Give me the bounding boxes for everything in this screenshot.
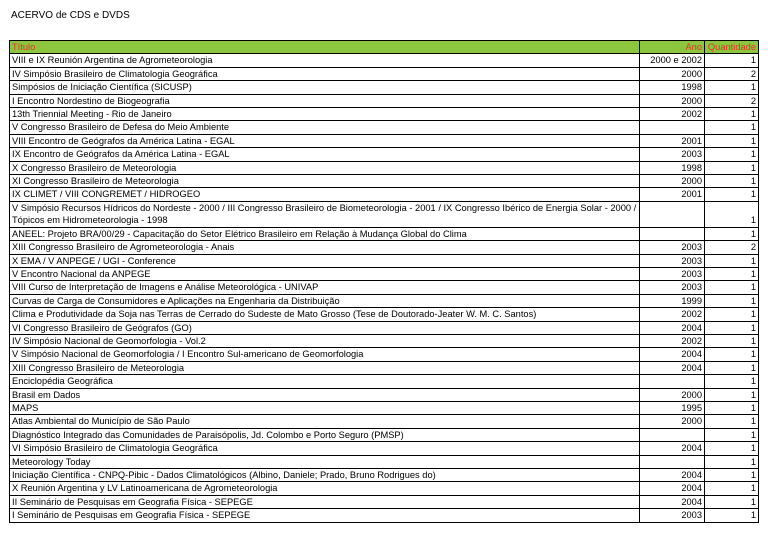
table-row bbox=[10, 67, 759, 80]
cell-title[interactable]: X Congresso Brasileiro de Meteorologia bbox=[10, 161, 640, 174]
collection-table bbox=[9, 40, 759, 523]
cell-title[interactable]: MAPS bbox=[10, 401, 640, 414]
cell-quantity[interactable]: 1 bbox=[705, 455, 759, 468]
cell-year[interactable]: 2004 bbox=[640, 442, 705, 455]
cell-year[interactable]: 2000 e 2002 bbox=[640, 54, 705, 67]
cell-title[interactable]: IX Encontro de Geógrafos da América Latina - EGAL bbox=[10, 148, 640, 161]
cell-year[interactable]: 2000 bbox=[640, 388, 705, 401]
cell-quantity[interactable]: 1 bbox=[705, 121, 759, 134]
cell-year[interactable]: 2003 bbox=[640, 241, 705, 254]
cell-title[interactable]: V Encontro Nacional da ANPEGE bbox=[10, 267, 640, 280]
table-row bbox=[10, 201, 759, 227]
cell-title[interactable]: IV Simpósio Brasileiro de Climatologia Geográfica bbox=[10, 67, 640, 80]
cell-title[interactable]: ANEEL: Projeto BRA/00/29 - Capacitação do Setor Elétrico Brasileiro em Relação à Mudança Global do Clima bbox=[10, 227, 640, 240]
cell-quantity[interactable]: 1 bbox=[705, 509, 759, 522]
cell-quantity[interactable]: 1 bbox=[705, 334, 759, 347]
table-row bbox=[10, 161, 759, 174]
table-row bbox=[10, 148, 759, 161]
table-row bbox=[10, 241, 759, 254]
header-year[interactable]: Ano bbox=[640, 41, 705, 54]
cell-quantity[interactable]: 1 bbox=[705, 361, 759, 374]
table-row bbox=[10, 281, 759, 294]
cell-title[interactable]: IX CLIMET / VIII CONGREMET / HIDROGEO bbox=[10, 188, 640, 201]
table-row bbox=[10, 495, 759, 508]
table-row bbox=[10, 227, 759, 240]
table-row bbox=[10, 415, 759, 428]
cell-quantity[interactable]: 2 bbox=[705, 241, 759, 254]
header-quantity[interactable]: Quantidade bbox=[705, 41, 759, 54]
table-row bbox=[10, 54, 759, 67]
table-row bbox=[10, 108, 759, 121]
cell-quantity[interactable]: 1 bbox=[705, 54, 759, 67]
cell-title[interactable]: Diagnóstico Integrado das Comunidades de Paraisópolis, Jd. Colombo e Porto Seguro (PMSP) bbox=[10, 428, 640, 441]
cell-title[interactable]: X Reunión Argentina y LV Latinoamericana de Agrometeorologia bbox=[10, 482, 640, 495]
cell-year[interactable]: 2003 bbox=[640, 281, 705, 294]
table-row bbox=[10, 442, 759, 455]
cell-quantity[interactable]: 1 bbox=[705, 469, 759, 482]
cell-quantity[interactable]: 1 bbox=[705, 495, 759, 508]
cell-quantity[interactable]: 1 bbox=[705, 428, 759, 441]
cell-year[interactable]: 1998 bbox=[640, 161, 705, 174]
cell-year[interactable]: 2004 bbox=[640, 469, 705, 482]
cell-year[interactable]: 2002 bbox=[640, 334, 705, 347]
cell-year[interactable]: 2001 bbox=[640, 188, 705, 201]
cell-quantity[interactable]: 1 bbox=[705, 388, 759, 401]
cell-title[interactable]: VI Congresso Brasileiro de Geógrafos (GO) bbox=[10, 321, 640, 334]
cell-title[interactable]: XIII Congresso Brasileiro de Meteorologia bbox=[10, 361, 640, 374]
cell-title[interactable]: I Seminário de Pesquisas em Geografia Física - SEPEGE bbox=[10, 509, 640, 522]
cell-quantity[interactable]: 1 bbox=[705, 348, 759, 361]
table-row bbox=[10, 254, 759, 267]
cell-title[interactable]: Enciclopédia Geográfica bbox=[10, 375, 640, 388]
cell-quantity[interactable]: 1 bbox=[705, 281, 759, 294]
table-row bbox=[10, 81, 759, 94]
cell-year[interactable]: 2004 bbox=[640, 361, 705, 374]
table-row bbox=[10, 348, 759, 361]
cell-title[interactable]: I Encontro Nordestino de Biogeografia bbox=[10, 94, 640, 107]
cell-quantity[interactable]: 1 bbox=[705, 227, 759, 240]
table-row bbox=[10, 334, 759, 347]
cell-year[interactable]: 2002 bbox=[640, 108, 705, 121]
cell-title[interactable]: XIII Congresso Brasileiro de Agrometeorologia - Anais bbox=[10, 241, 640, 254]
cell-year[interactable]: 2004 bbox=[640, 348, 705, 361]
cell-quantity[interactable]: 1 bbox=[705, 188, 759, 201]
table-row bbox=[10, 375, 759, 388]
cell-year[interactable]: 2003 bbox=[640, 254, 705, 267]
cell-quantity[interactable]: 1 bbox=[705, 308, 759, 321]
cell-quantity[interactable]: 1 bbox=[705, 267, 759, 280]
cell-year[interactable]: 2004 bbox=[640, 321, 705, 334]
cell-title[interactable]: IV Simpósio Nacional de Geomorfologia - Vol.2 bbox=[10, 334, 640, 347]
table-header-row bbox=[10, 41, 759, 54]
cell-title[interactable]: Iniciação Científica - CNPQ-Pibic - Dados Climatológicos (Albino, Daniele; Prado, Bruno Rodrigues do) bbox=[10, 469, 640, 482]
cell-title[interactable]: VI Simpósio Brasileiro de Climatologia Geográfica bbox=[10, 442, 640, 455]
cell-quantity[interactable]: 2 bbox=[705, 94, 759, 107]
cell-title[interactable]: II Seminário de Pesquisas em Geografia Física - SEPEGE bbox=[10, 495, 640, 508]
cell-quantity[interactable]: 1 bbox=[705, 415, 759, 428]
cell-title[interactable]: Clima e Produtividade da Soja nas Terras de Cerrado do Sudeste de Mato Grosso (Tese de Doutorado-Jeater W. M. C. Santos) bbox=[10, 308, 640, 321]
cell-quantity[interactable]: 1 bbox=[705, 442, 759, 455]
cell-year[interactable]: 2001 bbox=[640, 134, 705, 147]
cell-year[interactable] bbox=[640, 227, 705, 240]
table-row bbox=[10, 175, 759, 188]
cell-title[interactable]: V Congresso Brasileiro de Defesa do Meio Ambiente bbox=[10, 121, 640, 134]
cell-title[interactable]: Curvas de Carga de Consumidores e Aplicações na Engenharia da Distribuição bbox=[10, 294, 640, 307]
cell-quantity[interactable]: 1 bbox=[705, 375, 759, 388]
cell-quantity[interactable]: 1 bbox=[705, 161, 759, 174]
table-row bbox=[10, 94, 759, 107]
cell-year[interactable] bbox=[640, 121, 705, 134]
cell-title[interactable]: XI Congresso Brasileiro de Meteorologia bbox=[10, 175, 640, 188]
cell-quantity[interactable]: 1 bbox=[705, 148, 759, 161]
cell-year[interactable]: 2000 bbox=[640, 94, 705, 107]
table-row bbox=[10, 121, 759, 134]
table-row bbox=[10, 401, 759, 414]
cell-year[interactable] bbox=[640, 428, 705, 441]
cell-quantity[interactable]: 1 bbox=[705, 134, 759, 147]
cell-quantity[interactable]: 1 bbox=[705, 321, 759, 334]
cell-year[interactable]: 2004 bbox=[640, 495, 705, 508]
cell-title[interactable]: V Simpósio Nacional de Geomorfologia / I Encontro Sul-americano de Geomorfologia bbox=[10, 348, 640, 361]
cell-year[interactable]: 2003 bbox=[640, 267, 705, 280]
cell-year[interactable]: 2003 bbox=[640, 509, 705, 522]
cell-year[interactable] bbox=[640, 201, 705, 227]
cell-year[interactable] bbox=[640, 455, 705, 468]
cell-year[interactable]: 2003 bbox=[640, 148, 705, 161]
cell-title[interactable]: Simpósios de Iniciação Científica (SICUSP) bbox=[10, 81, 640, 94]
cell-quantity[interactable]: 1 bbox=[705, 175, 759, 188]
table-row bbox=[10, 388, 759, 401]
table-row bbox=[10, 294, 759, 307]
cell-quantity[interactable]: 1 bbox=[705, 108, 759, 121]
cell-quantity[interactable]: 1 bbox=[705, 294, 759, 307]
cell-title[interactable]: 13th Triennial Meeting - Rio de Janeiro bbox=[10, 108, 640, 121]
cell-title[interactable]: VIII e IX Reunión Argentina de Agrometeorologia bbox=[10, 54, 640, 67]
table-row bbox=[10, 455, 759, 468]
cell-year[interactable]: 1998 bbox=[640, 81, 705, 94]
cell-title[interactable]: Brasil em Dados bbox=[10, 388, 640, 401]
cell-quantity[interactable]: 1 bbox=[705, 401, 759, 414]
cell-year[interactable]: 2000 bbox=[640, 415, 705, 428]
cell-year[interactable]: 2004 bbox=[640, 482, 705, 495]
cell-quantity[interactable]: 2 bbox=[705, 67, 759, 80]
cell-title[interactable]: X EMA / V ANPEGE / UGI - Conference bbox=[10, 254, 640, 267]
table-row bbox=[10, 188, 759, 201]
cell-title[interactable]: Meteorology Today bbox=[10, 455, 640, 468]
table-row bbox=[10, 361, 759, 374]
cell-title[interactable]: VIII Encontro de Geógrafos da América Latina - EGAL bbox=[10, 134, 640, 147]
cell-year[interactable]: 2000 bbox=[640, 175, 705, 188]
table-row bbox=[10, 134, 759, 147]
cell-quantity[interactable]: 1 bbox=[705, 254, 759, 267]
cell-title[interactable]: Atlas Ambiental do Município de São Paulo bbox=[10, 415, 640, 428]
table-row bbox=[10, 267, 759, 280]
table-row bbox=[10, 509, 759, 522]
table-row bbox=[10, 308, 759, 321]
table-row bbox=[10, 469, 759, 482]
table-row bbox=[10, 482, 759, 495]
table-row bbox=[10, 428, 759, 441]
cell-title[interactable]: V Simpósio Recursos Hídricos do Nordeste - 2000 / III Congresso Brasileiro de Biometeorologia - 2001 / IX Congresso Ibérico de Energia Solar - 2000 / Tópicos em Hidrometeorologia - 1998 bbox=[10, 201, 640, 227]
document-title: ACERVO de CDS e DVDS bbox=[11, 10, 130, 21]
cell-title[interactable]: VIII Curso de Interpretação de Imagens e Análise Meteorológica - UNIVAP bbox=[10, 281, 640, 294]
cell-year[interactable]: 1995 bbox=[640, 401, 705, 414]
cell-quantity[interactable]: 1 bbox=[705, 482, 759, 495]
cell-quantity[interactable]: 1 bbox=[705, 201, 759, 227]
table-row bbox=[10, 321, 759, 334]
cell-year[interactable]: 2002 bbox=[640, 308, 705, 321]
header-title[interactable]: Título bbox=[10, 41, 640, 54]
cell-year[interactable]: 1999 bbox=[640, 294, 705, 307]
cell-year[interactable]: 2000 bbox=[640, 67, 705, 80]
cell-quantity[interactable]: 1 bbox=[705, 81, 759, 94]
cell-year[interactable] bbox=[640, 375, 705, 388]
